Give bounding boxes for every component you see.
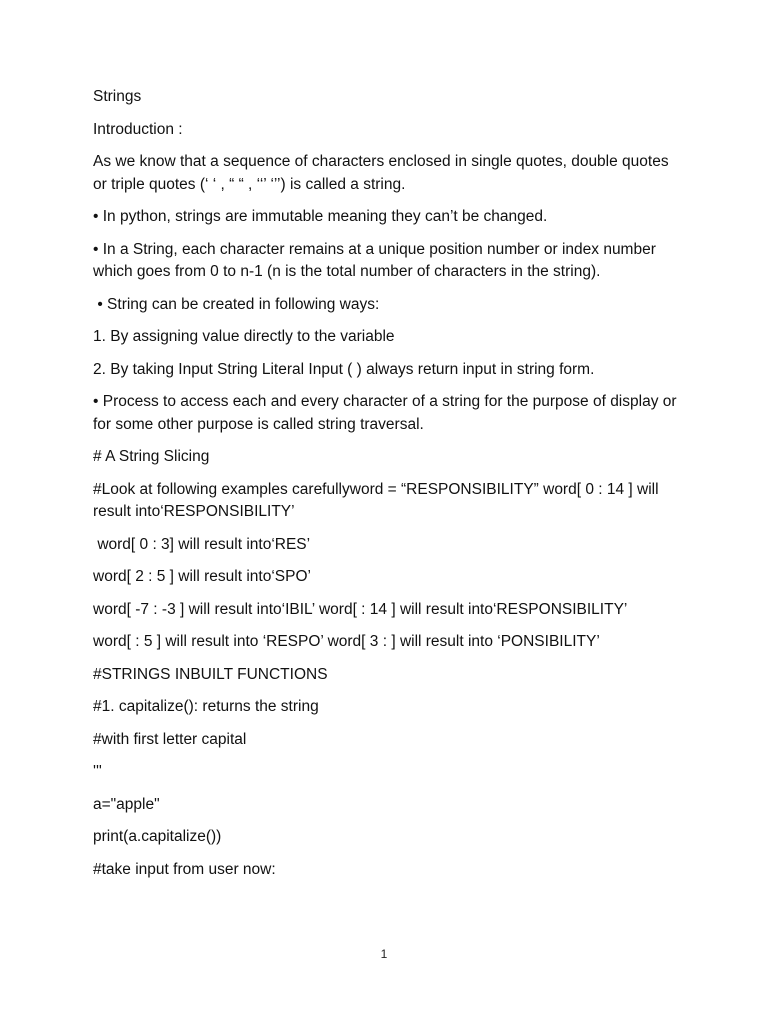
list-item-assign: 1. By assigning value directly to the variable [93,328,395,345]
list-item-input: 2. By taking Input String Literal Input ( ) always return input in string form. [93,360,595,378]
heading-introduction: Introduction : [93,120,183,138]
bullet-traversal: • Process to access each and every character of a string for the purpose of display or for some other purpose is called string traversal. [93,393,681,433]
function-capitalize-note: #with first letter capital [93,730,247,748]
code-print: print(a.capitalize()) [93,828,222,845]
slicing-example-1: #Look at following examples carefullyword = “RESPONSIBILITY” word[ 0 : 14 ] will result into‘RESPONSIBILITY’ [93,480,663,520]
heading-inbuilt-functions: #STRINGS INBUILT FUNCTIONS [93,665,328,683]
heading-strings: Strings [93,88,142,105]
slicing-example-2: word[ 0 : 3] will result into‘RES’ [93,535,311,553]
heading-slicing: # A String Slicing [93,448,210,465]
page-number: 1 [380,947,388,961]
function-capitalize: #1. capitalize(): returns the string [93,698,319,715]
code-comment-input: #take input from user now: [93,860,276,878]
paragraph-definition: As we know that a sequence of characters enclosed in single quotes, double quotes or triple quotes (‘ ‘ , “ “ , ‘‘’ ‘’’) is called a string. [93,153,673,193]
slicing-example-4: word[ -7 : -3 ] will result into‘IBIL’ word[ : 14 ] will result into‘RESPONSIBILITY’ [93,600,628,618]
bullet-creation: • String can be created in following ways: [93,295,380,313]
slicing-example-3: word[ 2 : 5 ] will result into‘SPO’ [93,568,311,585]
bullet-index: • In a String, each character remains at a unique position number or index number which goes from 0 to n-1 (n is the total number of characters in the string). [93,240,661,280]
slicing-example-5: word[ : 5 ] will result into ‘RESPO’ word[ 3 : ] will result into ‘PONSIBILITY’ [93,633,600,650]
code-triple-quote: ''' [93,763,102,780]
bullet-immutable: • In python, strings are immutable meaning they can’t be changed. [93,208,548,225]
document-body [93,86,683,891]
code-assignment: a="apple" [93,795,160,813]
